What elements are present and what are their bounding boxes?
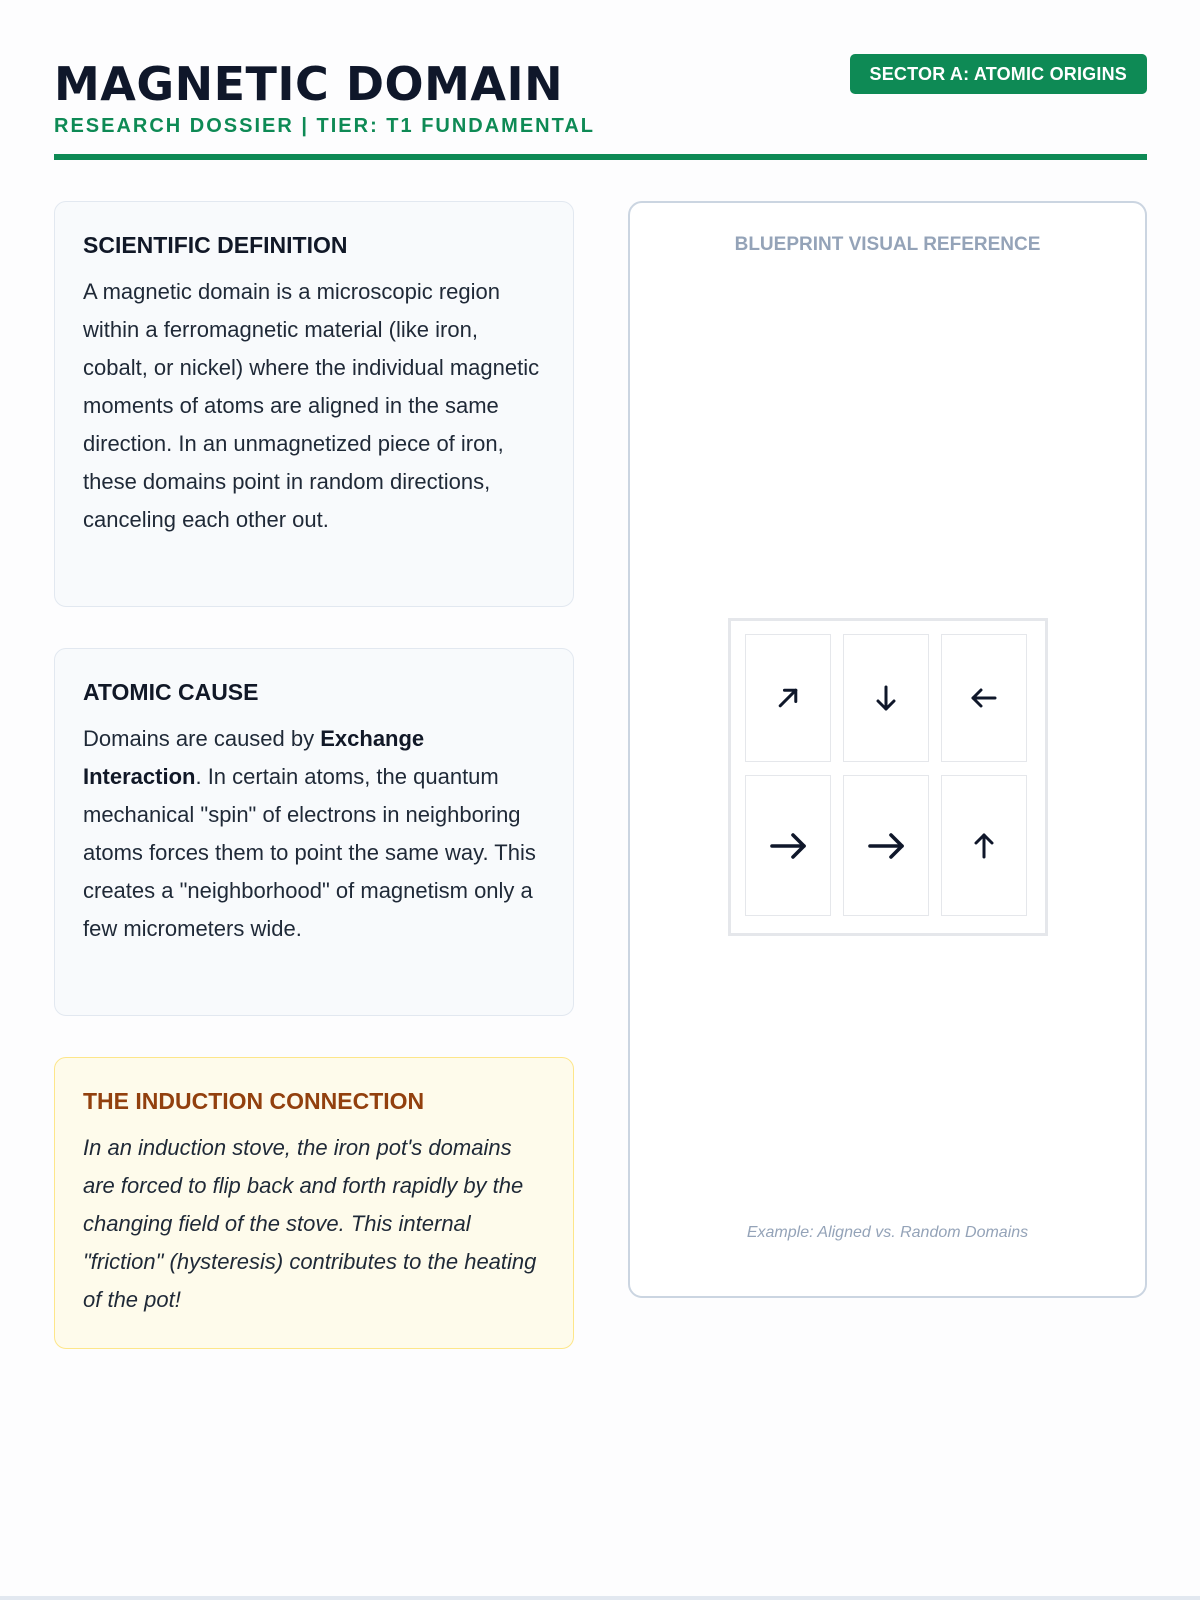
domain-grid	[728, 618, 1048, 936]
exchange-interaction-term: Exchange Interaction	[83, 726, 425, 789]
domain-cell	[745, 634, 831, 762]
domain-cell	[745, 775, 831, 916]
visual-reference-title: BLUEPRINT VISUAL REFERENCE	[734, 234, 1041, 255]
atomic-cause-text-end: . In certain atoms, the quantum mechanical "spin" of electrons in neighboring atoms forces them to point the same way. This creates a "neighborhood" of magnetism only a few micrometers wide.	[83, 764, 536, 941]
definition-card	[54, 201, 574, 607]
induction-body: In an induction stove, the iron pot's domains are forced to flip back and forth rapidly by the changing field of the stove. This internal "friction" (hysteresis) contributes to the heating of the pot!	[83, 1135, 537, 1312]
sector-badge: SECTOR A: ATOMIC ORIGINS	[850, 54, 1147, 94]
atomic-cause-text-start: Domains are caused by	[83, 726, 321, 751]
arrow-right-icon	[763, 821, 813, 871]
arrow-down-icon	[861, 673, 911, 723]
induction-card	[54, 1057, 574, 1349]
domain-cell	[941, 634, 1027, 762]
domain-cell	[843, 634, 929, 762]
definition-body: A magnetic domain is a microscopic region within a ferromagnetic material (like iron, cobalt, or nickel) where the individual magnetic moments of atoms are aligned in the same direction. In an unmagnetized piece of iron, these domains point in random directions, canceling each other out.	[83, 279, 540, 532]
induction-heading: THE INDUCTION CONNECTION	[83, 1088, 425, 1114]
page-bottom-border	[0, 1596, 1200, 1600]
atomic-cause-heading: ATOMIC CAUSE	[83, 679, 259, 705]
arrow-left-icon	[959, 673, 1009, 723]
page-subtitle: RESEARCH DOSSIER | TIER: T1 FUNDAMENTAL	[54, 115, 596, 137]
domain-cell	[941, 775, 1027, 916]
domain-cell	[843, 775, 929, 916]
visual-reference-panel	[628, 201, 1147, 1298]
header	[54, 52, 1147, 160]
arrow-up-right-icon	[763, 673, 813, 723]
visual-caption: Example: Aligned vs. Random Domains	[746, 1224, 1029, 1241]
arrow-up-icon	[959, 821, 1009, 871]
atomic-cause-body	[83, 720, 545, 948]
atomic-cause-card	[54, 648, 574, 1016]
definition-heading: SCIENTIFIC DEFINITION	[83, 232, 348, 258]
arrow-right-icon	[861, 821, 911, 871]
page-title: MAGNETIC DOMAIN	[54, 57, 564, 111]
dossier-page	[54, 0, 1147, 1596]
